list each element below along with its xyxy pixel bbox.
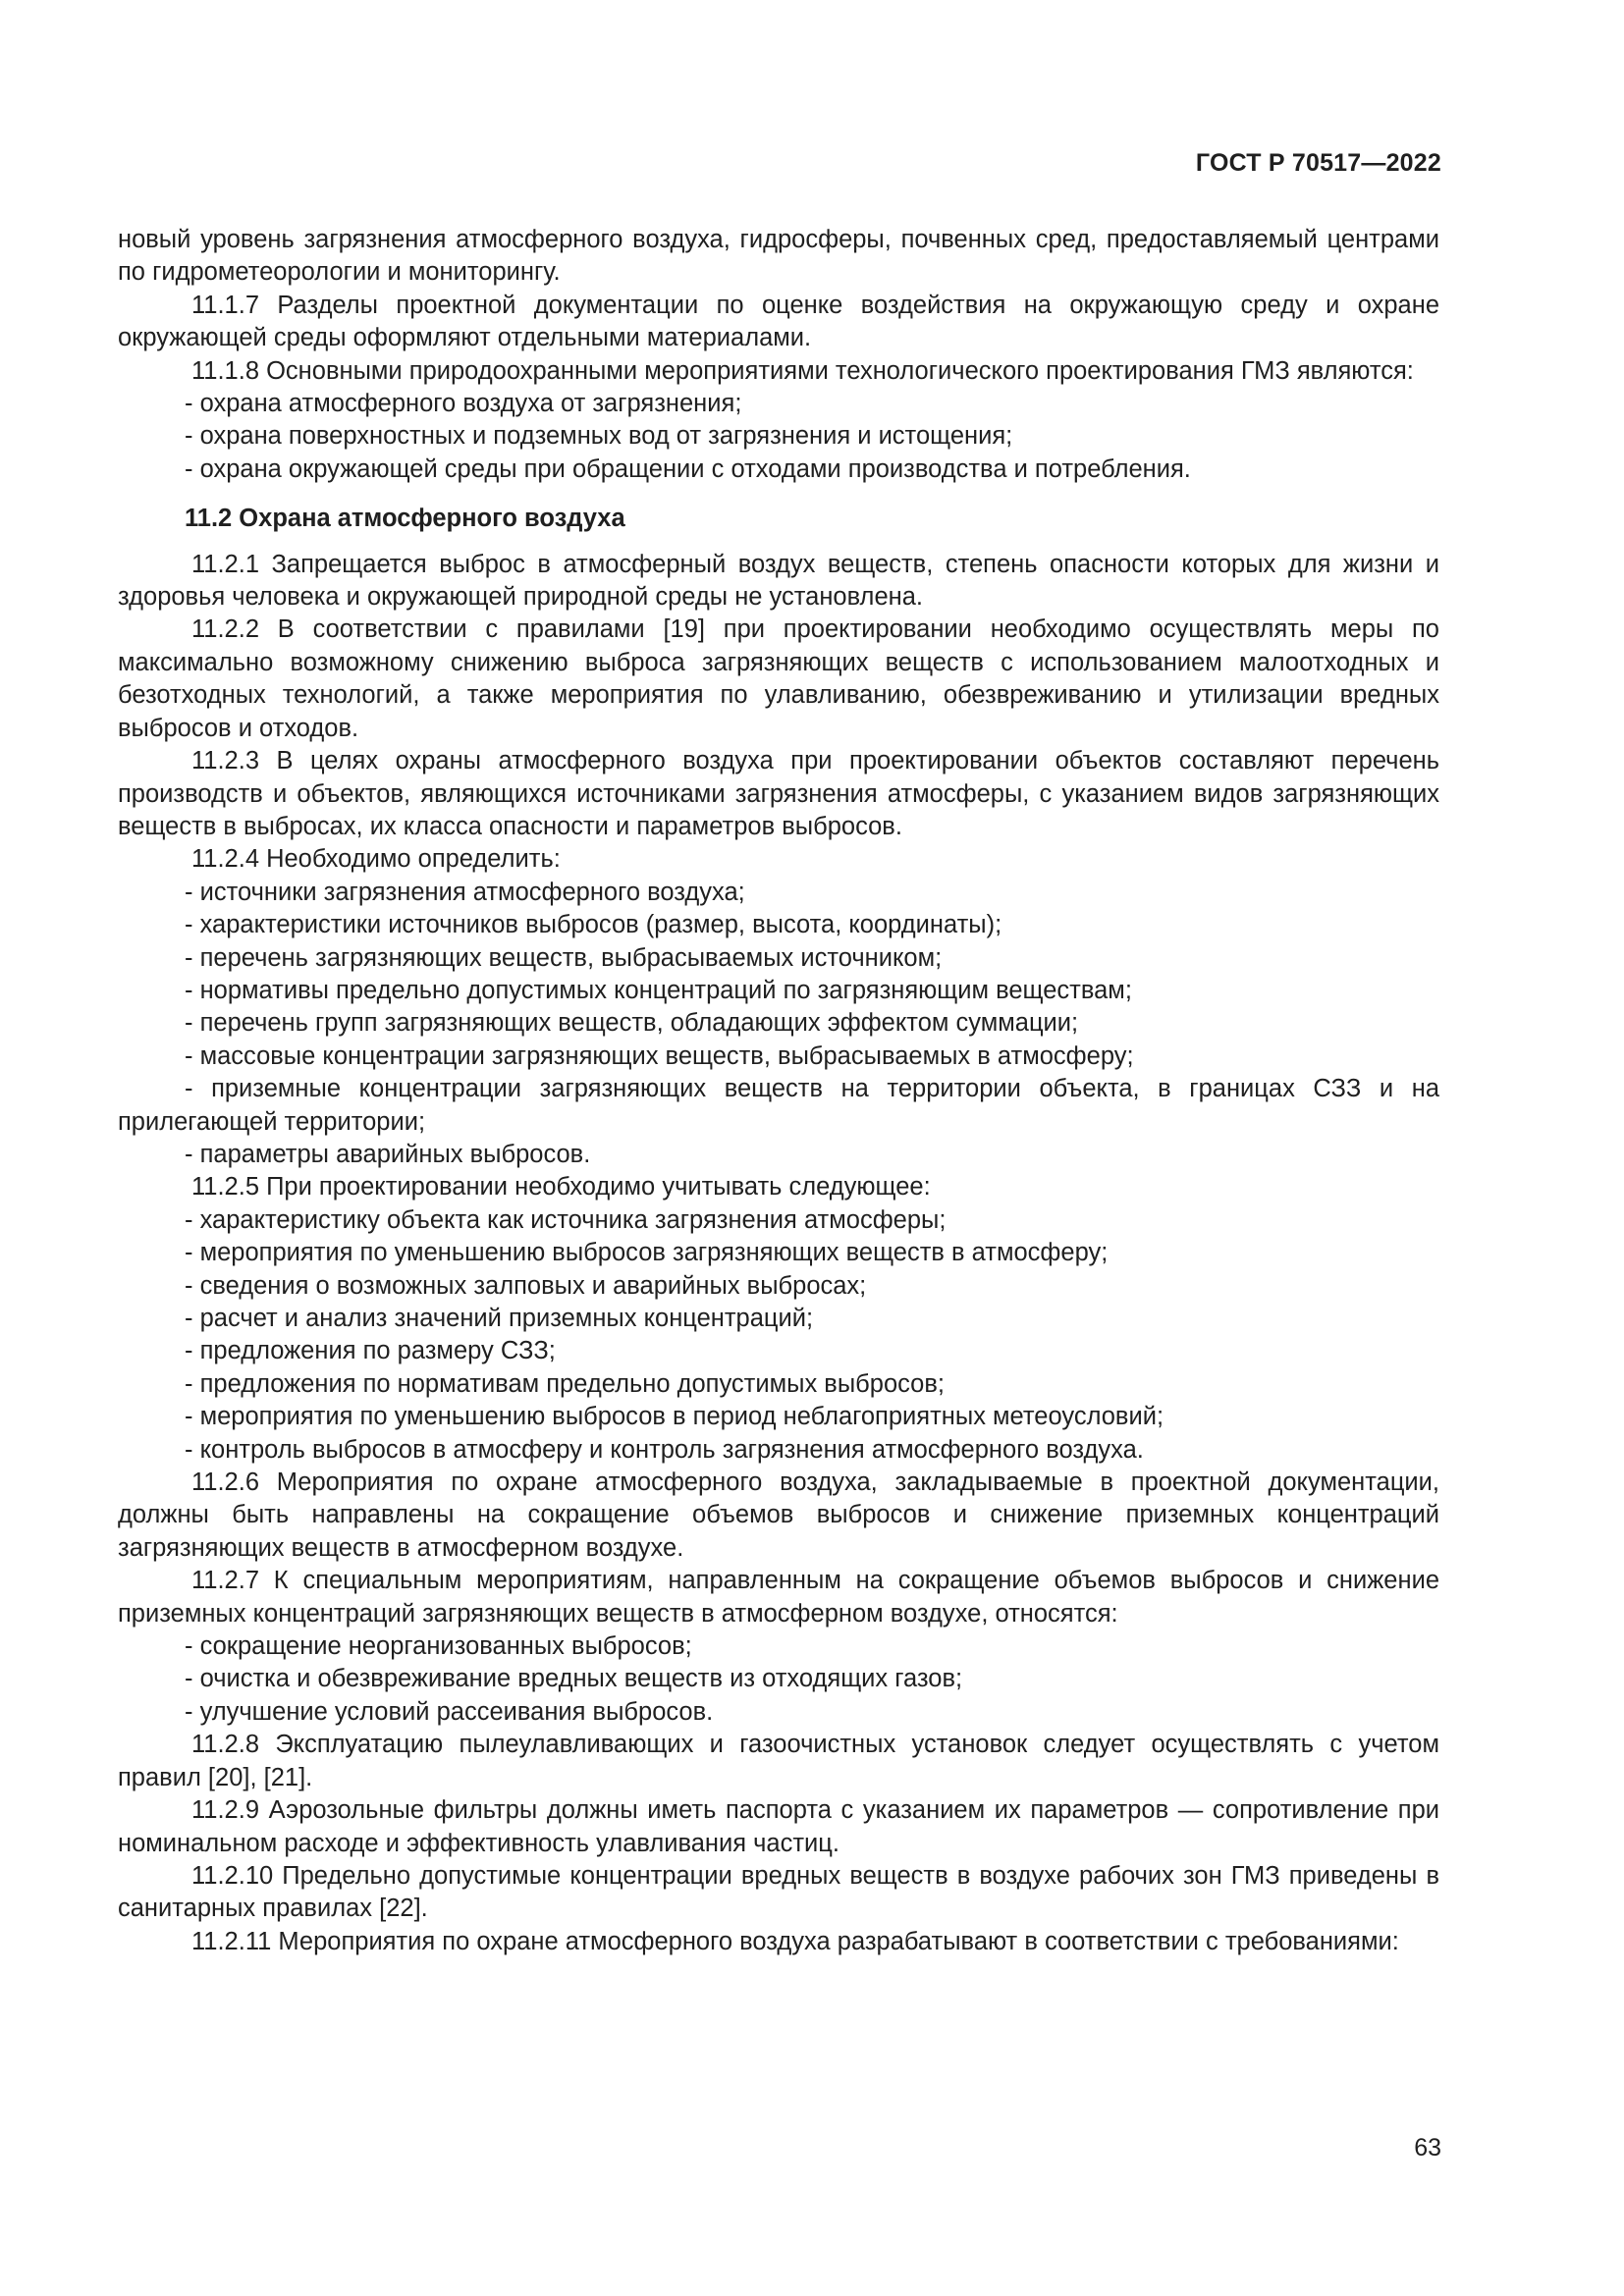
clause-11-2-11: 11.2.11 Мероприятия по охране атмосферного воздуха разрабатывают в соответствии с требованиями:: [191, 1927, 1399, 1955]
clause-11-2-8: 11.2.8 Эксплуатацию пылеулавливающих и газоочистных установок следует осуществлять с учетом правил [20], [21].: [118, 1731, 1439, 1791]
list-item: - предложения по размеру СЗЗ;: [185, 1337, 556, 1365]
clause-11-2-9: 11.2.9 Аэрозольные фильтры должны иметь паспорта с указанием их параметров — сопротивление при номинальном расходе и эффективность улавливания частиц.: [118, 1796, 1439, 1857]
list-item: - очистка и обезвреживание вредных веществ из отходящих газов;: [185, 1665, 963, 1693]
list-item: - приземные концентрации загрязняющих веществ на территории объекта, в границах СЗЗ и на прилегающей территории;: [118, 1075, 1439, 1136]
list-item: - источники загрязнения атмосферного воздуха;: [185, 878, 745, 906]
list-item: - сведения о возможных залповых и аварийных выбросах;: [185, 1271, 867, 1300]
list-item: - предложения по нормативам предельно допустимых выбросов;: [185, 1369, 945, 1398]
list-item: - улучшение условий рассеивания выбросов.: [185, 1697, 714, 1726]
clause-11-1-8: 11.1.8 Основными природоохранными мероприятиями технологического проектирования ГМЗ являются:: [191, 356, 1414, 385]
list-item: - сокращение неорганизованных выбросов;: [185, 1632, 692, 1661]
page-number: 63: [1414, 2134, 1441, 2162]
document-code-header: ГОСТ Р 70517—2022: [1195, 149, 1441, 177]
clause-11-2-7: 11.2.7 К специальным мероприятиям, направленным на сокращение объемов выбросов и снижение приземных концентраций загрязняющих веществ в атмосферном воздухе, относятся:: [118, 1567, 1439, 1628]
list-item: - нормативы предельно допустимых концентраций по загрязняющим веществам;: [185, 976, 1132, 1004]
clause-11-2-6: 11.2.6 Мероприятия по охране атмосферного воздуха, закладываемые в проектной документации, должны быть направлены на сокращение объемов выбросов и снижение приземных концентраций загрязняющих веществ в атмосферном воздухе.: [118, 1468, 1439, 1562]
clause-11-2-5: 11.2.5 При проектировании необходимо учитывать следующее:: [191, 1173, 931, 1201]
clause-11-2-1: 11.2.1 Запрещается выброс в атмосферный воздух веществ, степень опасности которых для жизни и здоровья человека и окружающей природной среды не установлена.: [118, 550, 1439, 612]
clause-11-2-10: 11.2.10 Предельно допустимые концентрации вредных веществ в воздухе рабочих зон ГМЗ приведены в санитарных правилах [22].: [118, 1861, 1439, 1923]
list-item: - характеристику объекта как источника загрязнения атмосферы;: [185, 1205, 947, 1234]
section-heading-11-2: 11.2 Охрана атмосферного воздуха: [185, 505, 625, 533]
list-item: - расчет и анализ значений приземных концентраций;: [185, 1305, 814, 1332]
list-item: - охрана атмосферного воздуха от загрязнения;: [185, 390, 742, 418]
clause-11-2-2: 11.2.2 В соответствии с правилами [19] при проектировании необходимо осуществлять меры по максимально возможному снижению выброса загрязняющих веществ с использованием малоотходных и безотходных технологий, а также мероприятия по улавливанию, обезвреживанию и утилизации вредных выбросов и отходов.: [118, 615, 1439, 742]
clause-11-2-3: 11.2.3 В целях охраны атмосферного воздуха при проектировании объектов составляют перечень производств и объектов, являющихся источниками загрязнения атмосферы, с указанием видов загрязняющих веществ в выбросах, их класса опасности и параметров выбросов.: [118, 747, 1439, 840]
clause-11-2-4: 11.2.4 Необходимо определить:: [191, 845, 561, 874]
paragraph-continuation: новый уровень загрязнения атмосферного воздуха, гидросферы, почвенных сред, предоставляемый центрами по гидрометеорологии и мониторингу.: [118, 226, 1439, 287]
list-item: - охрана поверхностных и подземных вод от загрязнения и истощения;: [185, 422, 1013, 451]
clause-11-1-7: 11.1.7 Разделы проектной документации по оценке воздействия на окружающую среду и охране окружающей среды оформляют отдельными материалами.: [118, 291, 1439, 352]
list-item: - перечень групп загрязняющих веществ, обладающих эффектом суммации;: [185, 1009, 1079, 1038]
list-item: - характеристики источников выбросов (размер, высота, координаты);: [185, 911, 1002, 939]
list-item: - массовые концентрации загрязняющих веществ, выбрасываемых в атмосферу;: [185, 1041, 1134, 1070]
list-item: - охрана окружающей среды при обращении с отходами производства и потребления.: [185, 454, 1191, 483]
list-item: - мероприятия по уменьшению выбросов в период неблагоприятных метеоусловий;: [185, 1403, 1164, 1431]
list-item: - контроль выбросов в атмосферу и контроль загрязнения атмосферного воздуха.: [185, 1435, 1144, 1464]
document-body: [118, 224, 1439, 1958]
list-item: - перечень загрязняющих веществ, выбрасываемых источником;: [185, 943, 943, 972]
list-item: - параметры аварийных выбросов.: [185, 1140, 591, 1168]
list-item: - мероприятия по уменьшению выбросов загрязняющих веществ в атмосферу;: [185, 1239, 1109, 1267]
